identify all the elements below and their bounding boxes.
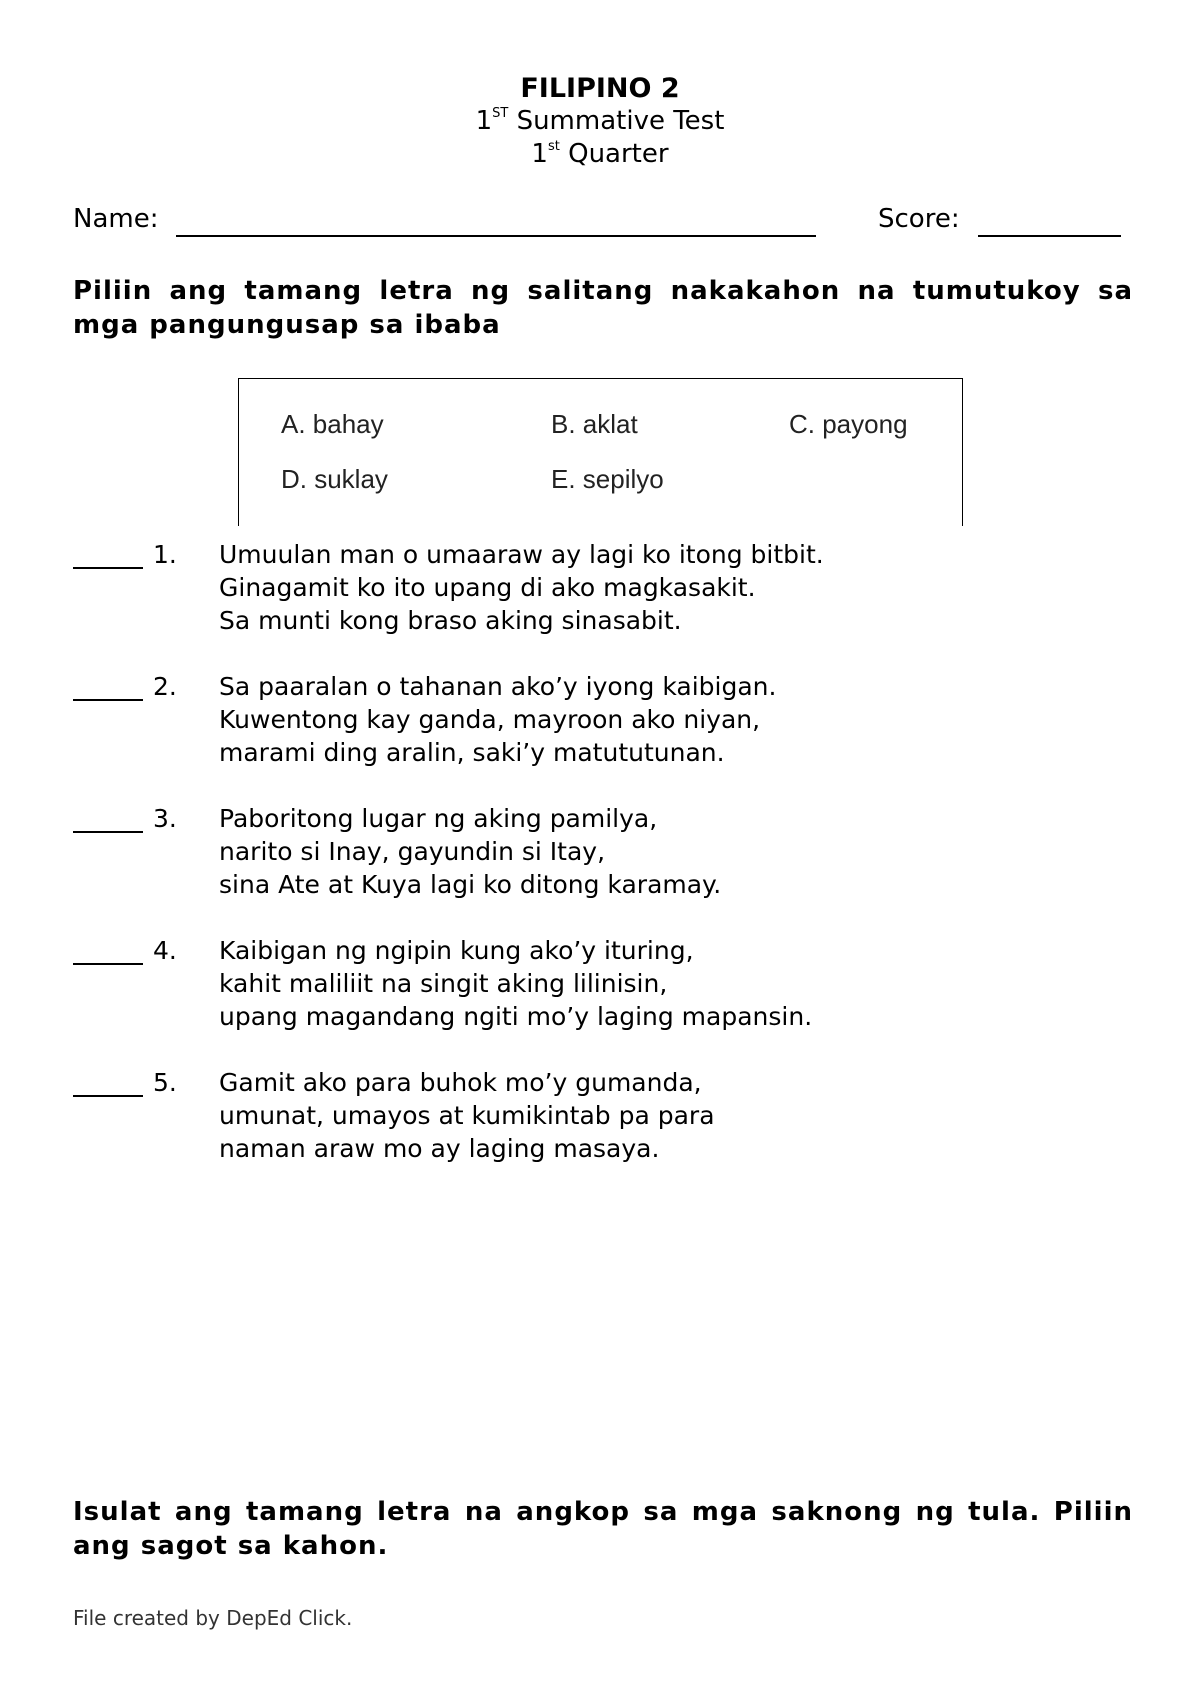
test-subtitle bbox=[0, 105, 1200, 138]
score-label: Score: bbox=[878, 204, 960, 234]
item-number: 5. bbox=[153, 1068, 177, 1097]
answer-blank[interactable] bbox=[73, 567, 143, 569]
name-label: Name: bbox=[73, 204, 159, 234]
item-line: Sa munti kong braso aking sinasabit. bbox=[219, 606, 682, 635]
item-line: Umuulan man o umaaraw ay lagi ko itong bitbit. bbox=[219, 540, 824, 569]
item-line: umunat, umayos at kumikintab pa para bbox=[219, 1101, 715, 1130]
item-text bbox=[219, 538, 824, 637]
choices-box bbox=[238, 378, 963, 526]
item-line: Kaibigan ng ngipin kung ako’y ituring, bbox=[219, 936, 694, 965]
item-line: Kuwentong kay ganda, mayroon ako niyan, bbox=[219, 705, 761, 734]
choice-b: B. aklat bbox=[551, 409, 638, 439]
answer-blank[interactable] bbox=[73, 699, 143, 701]
test-suffix: ST bbox=[492, 106, 509, 121]
item-number: 4. bbox=[153, 936, 177, 965]
item-line: upang magandang ngiti mo’y laging mapansin. bbox=[219, 1002, 813, 1031]
item-line: narito si Inay, gayundin si Itay, bbox=[219, 837, 606, 866]
choice-a: A. bahay bbox=[281, 409, 384, 439]
item-number: 3. bbox=[153, 804, 177, 833]
quarter-subtitle bbox=[0, 138, 1200, 171]
quarter-label: Quarter bbox=[568, 139, 669, 169]
item-text bbox=[219, 670, 776, 769]
score-field[interactable] bbox=[978, 235, 1121, 237]
answer-blank[interactable] bbox=[73, 1095, 143, 1097]
item-line: naman araw mo ay laging masaya. bbox=[219, 1134, 660, 1163]
item-number: 2. bbox=[153, 672, 177, 701]
item-text bbox=[219, 1066, 715, 1165]
document-title: FILIPINO 2 bbox=[520, 73, 680, 104]
item-line: Sa paaralan o tahanan ako’y iyong kaibigan. bbox=[219, 672, 777, 701]
answer-blank[interactable] bbox=[73, 963, 143, 965]
name-field[interactable] bbox=[176, 235, 816, 237]
item-line: kahit maliliit na singit aking lilinisin, bbox=[219, 969, 668, 998]
document-header bbox=[0, 72, 1200, 171]
test-number: 1 bbox=[475, 106, 493, 136]
item-line: Paboritong lugar ng aking pamilya, bbox=[219, 804, 658, 833]
item-number: 1. bbox=[153, 540, 177, 569]
item-text bbox=[219, 934, 812, 1033]
answer-blank[interactable] bbox=[73, 831, 143, 833]
section2-instruction: Isulat ang tamang letra na angkop sa mga saknong ng tula. Piliin ang sagot sa kahon. bbox=[73, 1497, 1133, 1561]
quarter-suffix: st bbox=[547, 139, 560, 154]
section1-instruction: Piliin ang tamang letra ng salitang nakakahon na tumutukoy sa mga pangungusap sa ibaba bbox=[73, 276, 1133, 340]
item-text bbox=[219, 802, 721, 901]
choice-e: E. sepilyo bbox=[551, 464, 664, 494]
name-score-row bbox=[73, 204, 1133, 238]
quarter-number: 1 bbox=[531, 139, 548, 169]
choice-c: C. payong bbox=[789, 409, 908, 439]
item-line: Gamit ako para buhok mo’y gumanda, bbox=[219, 1068, 702, 1097]
test-label: Summative Test bbox=[516, 106, 725, 136]
item-line: Ginagamit ko ito upang di ako magkasakit. bbox=[219, 573, 756, 602]
item-line: marami ding aralin, saki’y matututunan. bbox=[219, 738, 725, 767]
choice-d: D. suklay bbox=[281, 464, 388, 494]
item-line: sina Ate at Kuya lagi ko ditong karamay. bbox=[219, 870, 722, 899]
footer-credit: File created by DepEd Click. bbox=[73, 1606, 353, 1630]
